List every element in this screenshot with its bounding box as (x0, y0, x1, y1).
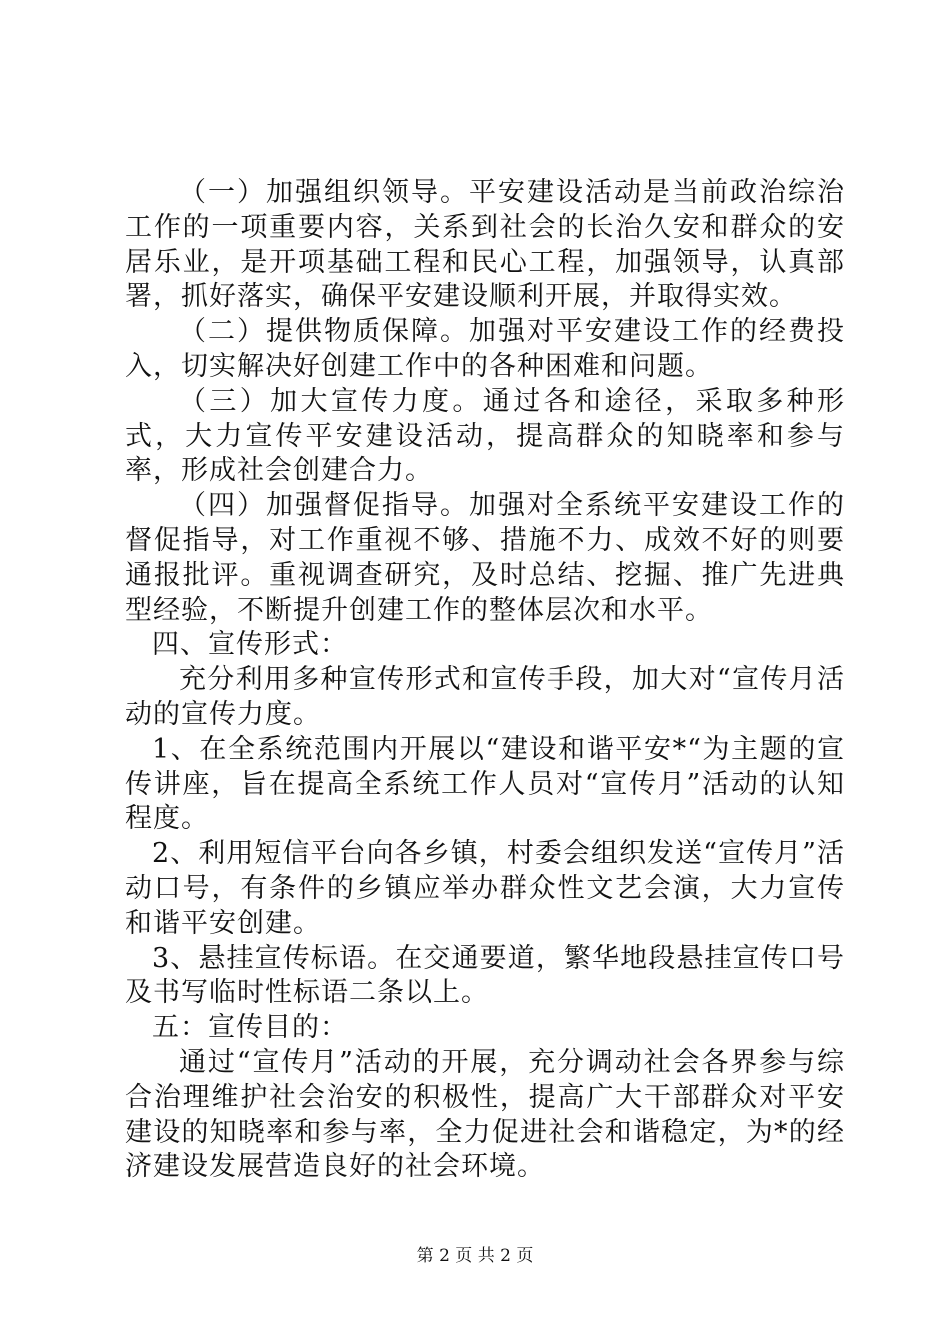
paragraph-publicity-forms-intro: 充分利用多种宣传形式和宣传手段，加大对“宣传月活动的宣传力度。 (125, 664, 845, 730)
list-item-slogans: 3、悬挂宣传标语。在交通要道，繁华地段悬挂宣传口号及书写临时性标语二条以上。 (125, 942, 845, 1009)
section-heading-publicity-goal: 五：宣传目的： (152, 1012, 348, 1044)
page-number-footer: 第 2 页 共 2 页 (416, 1246, 534, 1266)
document-body (125, 176, 845, 1185)
list-item-sms-platform: 2、利用短信平台向各乡镇，村委会组织发送“宣传月”活动口号，有条件的乡镇应举办群众性文艺会演，大力宣传和谐平安创建。 (125, 838, 845, 939)
paragraph-supervision-guidance: （四）加强督促指导。加强对全系统平安建设工作的督促指导，对工作重视不够、措施不力、成效不好的则要通报批评。重视调查研究，及时总结、挖掘、推广先进典型经验，不断提升创建工作的整体层次和水平。 (125, 490, 845, 626)
paragraph-material-support: （二）提供物质保障。加强对平安建设工作的经费投入，切实解决好创建工作中的各种困难和问题。 (125, 316, 845, 382)
paragraph-publicity-effort: （三）加大宣传力度。通过各和途径，采取多种形式，大力宣传平安建设活动，提高群众的知晓率和参与率，形成社会创建合力。 (125, 385, 845, 487)
list-item-lecture: 1、在全系统范围内开展以“建设和谐平安*“为主题的宣传讲座，旨在提高全系统工作人员对“宣传月”活动的认知程度。 (125, 733, 845, 835)
paragraph-organize-leadership: （一）加强组织领导。平安建设活动是当前政治综治工作的一项重要内容，关系到社会的长治久安和群众的安居乐业，是开项基础工程和民心工程，加强领导，认真部署，抓好落实，确保平安建设顺利开展，并取得实效。 (125, 177, 845, 313)
paragraph-publicity-goal: 通过“宣传月”活动的开展，充分调动社会各界参与综合治理维护社会治安的积极性，提高广大干部群众对平安建设的知晓率和参与率，全力促进社会和谐稳定，为*的经济建设发展营造良好的社会环境。 (125, 1046, 845, 1183)
section-heading-publicity-forms: 四、宣传形式： (152, 629, 348, 661)
